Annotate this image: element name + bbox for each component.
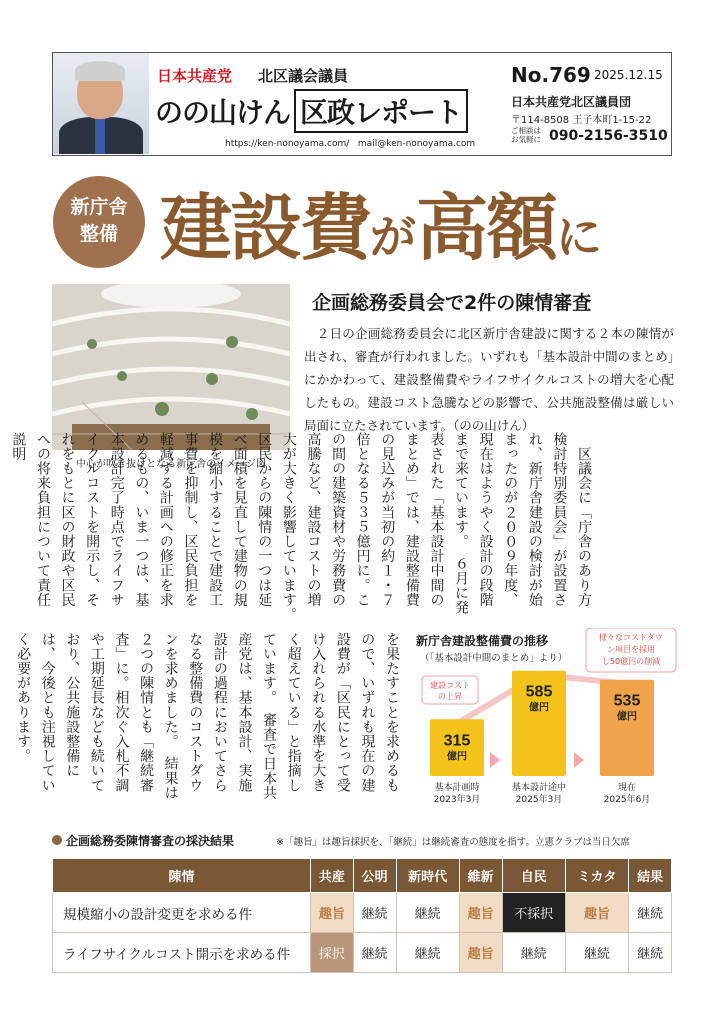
party-name: 日本共産党 [157, 67, 233, 85]
headline-part-1: 建設費 [160, 185, 371, 270]
headline-part-2: が [370, 210, 417, 264]
vote-cell: 不採択 [502, 893, 565, 933]
organization: 日本共産党北区議員団 [511, 95, 632, 109]
header-cell: 維新 [459, 859, 502, 893]
chart-plot [410, 628, 680, 818]
building-image [52, 284, 290, 450]
header-cell: 陳情 [53, 859, 311, 893]
note-down-text: ン項目を採用 [607, 645, 655, 654]
report-title [155, 89, 468, 133]
vote-cell: 継続 [629, 893, 672, 933]
bar-value-label: 585 [525, 683, 553, 701]
masthead [52, 52, 672, 156]
bar-unit-label: 億円 [617, 711, 637, 723]
bullet-icon [52, 835, 62, 845]
vote-cell: 継続 [629, 933, 672, 973]
arrow-icon [490, 752, 500, 768]
photo-caption: 中心が吹き抜けとなる新庁舎のイメージ図 [76, 459, 266, 470]
chart-title: 新庁舎建設整備費の推移 [416, 634, 549, 648]
subheading: 企画総務委員会で2件の陳情審査 [312, 292, 592, 314]
category-date-label: 2023年3月 [433, 795, 481, 805]
vote-cell: 趣旨 [565, 893, 628, 933]
body-text-upper: 区議会に「庁舎のあり方検討特別委員会」が設置され、新庁舎建設の検討が始まったのが２００９年度、現在はようやく設計の段階まで来ています。 ６月に発表された「基本設計中間のまとめ」では、建設整備費の見込みが当初の約１・７倍となる５３５億円に。この間の建築資材や労務費の高騰など、建設コストの増大が大きく影響しています。 区民からの陳情の一つは延べ面積を見直して建物の規模を縮小することで建設工事費を抑制し、区民負担を軽減する計画への修正を求めるもの、いま一つは、基本設計完了時点でライフサイクルコストを開示し、それをもとに区の財政や区民への将来負担について責任説明 [10, 432, 592, 630]
issue-date: 2025.12.15 [594, 68, 663, 82]
vote-cell: 継続 [565, 933, 628, 973]
category-label: 基本設計途中 [511, 783, 567, 793]
portrait-photo [53, 53, 149, 154]
contact-links [225, 139, 475, 149]
mail-link[interactable]: mail@ken-nonoyama.com [357, 139, 476, 149]
category-date-label: 2025年6月 [603, 795, 651, 805]
table-row [53, 933, 672, 973]
website-link[interactable]: https://ken-nonoyama.com/ [225, 139, 350, 149]
address: 〒114-8508 王子本町1-15-22 [511, 115, 652, 126]
table-header-row [53, 859, 672, 893]
bar-value-label: 315 [443, 732, 471, 750]
body-text-lower: を果たすことを求めるもので、いずれも現在の建設費が「区民にとって受け入れられる水準を大きく超えている」と指摘しています。 審査で日本共産党は、基本設計、実施設計の過程においてさらなる整備費のコストダウンを求めました。 結果は２つの陳情とも「継続審査」に。相次ぐ入札不調や工期延長なども続いており、公共施設整備には、今後とも注視していく必要があります。 [15, 632, 400, 801]
report-subtitle: 区政レポート [294, 89, 468, 133]
header-cell: 共産 [311, 859, 354, 893]
chart-subtitle: （「基本設計中間のまとめ」より） [420, 653, 568, 664]
category-label: 現在 [617, 783, 637, 793]
phone-number: 090-2156-3510 [549, 128, 668, 144]
report-name: のの山けん [155, 96, 291, 129]
header-cell: 新時代 [396, 859, 459, 893]
vote-results-table [52, 858, 672, 973]
petition-cell: ライフサイクルコスト開示を求める件 [53, 933, 311, 973]
table-heading-text: 企画総務委陳情審査の採決結果 [66, 834, 235, 848]
vote-cell: 採択 [311, 933, 354, 973]
table-row [53, 893, 672, 933]
vote-cell: 継続 [353, 933, 396, 973]
arrow-icon [574, 752, 584, 768]
header-cell: 自民 [502, 859, 565, 893]
header-cell: 公明 [353, 859, 396, 893]
vote-cell: 趣旨 [459, 933, 502, 973]
topic-badge [53, 176, 145, 268]
bar-value-label: 535 [613, 692, 641, 710]
category-date-label: 2025年3月 [515, 795, 563, 805]
issue-number: No.769 [511, 63, 591, 87]
header-cell: 結果 [629, 859, 672, 893]
bar-unit-label: 億円 [529, 702, 549, 714]
lead-paragraph: ２日の企画総務委員会に北区新庁舎建設に関する２本の陳情が出され、審査が行われました。いずれも「基本設計中間のまとめ」にかかわって、建設整備費やライフサイクルコストの増大を心配したもの。建設コスト急騰などの影響で、公共施設整備は厳しい局面に立たされています。（のの山けん） [304, 326, 674, 433]
header-cell: ミカタ [565, 859, 628, 893]
vote-cell: 継続 [502, 933, 565, 973]
vote-cell: 継続 [353, 893, 396, 933]
topic-line-2: 整備 [79, 223, 118, 245]
contact-note: ご相談は お気軽に [511, 126, 541, 144]
vote-cell: 継続 [396, 933, 459, 973]
table-heading [52, 832, 234, 849]
note-down-text: 様々なコストダウ [599, 633, 663, 642]
vote-cell: 継続 [396, 893, 459, 933]
table-note: ※「趣旨」は趣旨採択を、「継続」は継続審査の態度を指す。立憲クラブは当日欠席 [276, 837, 630, 848]
petition-cell: 規模縮小の設計変更を求める件 [53, 893, 311, 933]
headline-part-3: 高額 [416, 185, 557, 270]
topic-line-1: 新庁舎 [70, 196, 128, 218]
headline [160, 170, 602, 274]
member-role: 北区議会議員 [258, 67, 349, 85]
headline-part-4: に [556, 210, 603, 264]
note-down-text: し50億円の削減 [601, 657, 661, 666]
note-up-text: 建設コスト [430, 681, 470, 690]
note-up-text-2: の上昇 [438, 692, 462, 701]
table-body [53, 893, 672, 973]
category-label: 基本計画時 [434, 783, 480, 793]
vote-cell: 趣旨 [459, 893, 502, 933]
vote-cell: 趣旨 [311, 893, 354, 933]
cost-chart [410, 628, 680, 818]
bar-unit-label: 億円 [447, 751, 467, 763]
